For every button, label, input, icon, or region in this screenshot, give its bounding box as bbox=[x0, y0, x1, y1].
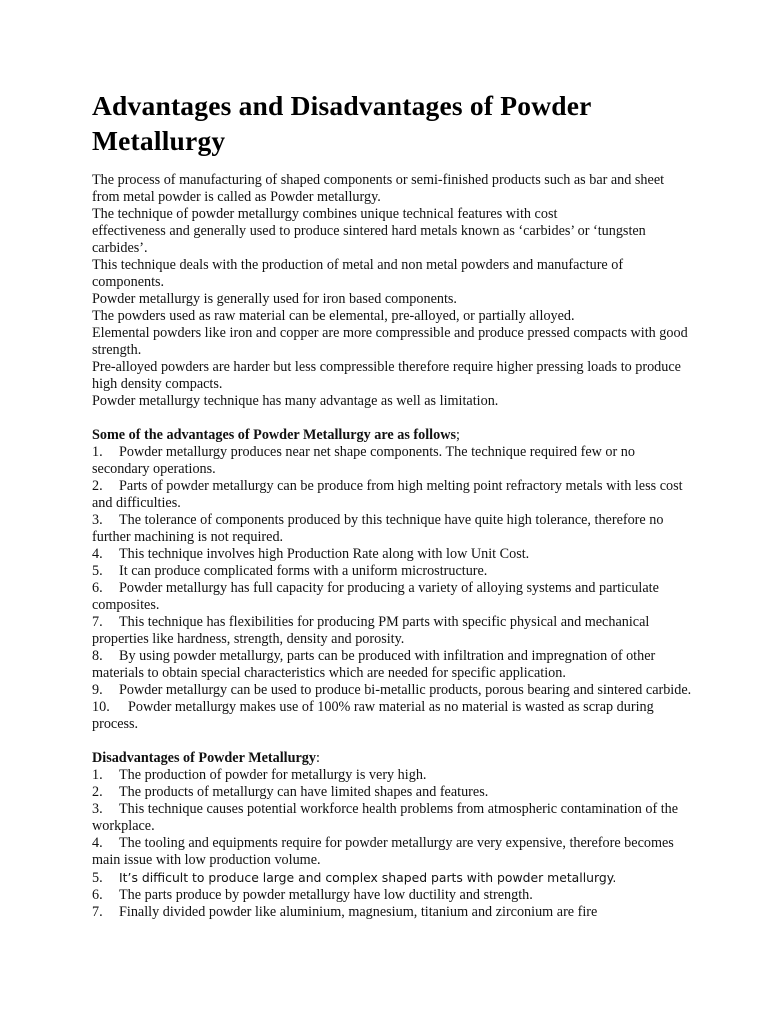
list-number: 3. bbox=[92, 512, 103, 528]
disadvantage-item bbox=[92, 904, 692, 921]
intro-paragraph: The technique of powder metallurgy combines unique technical features with cost bbox=[92, 206, 558, 222]
list-number: 2. bbox=[92, 784, 103, 800]
intro-paragraph: Powder metallurgy is generally used for iron based components. bbox=[92, 291, 457, 307]
list-text: The tolerance of components produced by this technique have quite high tolerance, therefore no further machining is not required. bbox=[92, 512, 664, 545]
list-number: 2. bbox=[92, 478, 103, 494]
list-number: 10. bbox=[92, 699, 110, 715]
list-text: This technique has flexibilities for producing PM parts with specific physical and mechanical properties like hardness, strength, density and porosity. bbox=[92, 614, 650, 647]
list-number: 1. bbox=[92, 444, 103, 460]
intro-paragraph: The powders used as raw material can be elemental, pre-alloyed, or partially alloyed. bbox=[92, 308, 575, 324]
disadvantages-section bbox=[92, 750, 692, 921]
advantage-item bbox=[92, 648, 692, 682]
advantages-section bbox=[92, 427, 692, 733]
list-number: 5. bbox=[92, 870, 103, 886]
list-text: By using powder metallurgy, parts can be produced with infiltration and impregnation of other materials to obtain special characteristics which are needed for specific application. bbox=[92, 648, 656, 681]
disadvantage-item bbox=[92, 767, 692, 784]
page-title: Advantages and Disadvantages of Powder Metallurgy bbox=[92, 90, 592, 156]
intro-paragraph: Pre-alloyed powders are harder but less compressible therefore require higher pressing loads to produce high density compacts. bbox=[92, 359, 681, 392]
disadvantages-heading bbox=[92, 750, 692, 767]
list-text: Parts of powder metallurgy can be produce from high melting point refractory metals with less cost and difficulties. bbox=[92, 478, 683, 511]
list-number: 4. bbox=[92, 835, 103, 851]
list-text: Powder metallurgy can be used to produce bi-metallic products, porous bearing and sintered carbide. bbox=[119, 682, 692, 698]
list-text: Powder metallurgy has full capacity for producing a variety of alloying systems and particulate composites. bbox=[92, 580, 659, 613]
advantage-item bbox=[92, 682, 692, 699]
intro-paragraph-continued: effectiveness and generally used to produce sintered hard metals known as ‘carbides’ or ‘tungsten carbides’. bbox=[92, 223, 646, 256]
list-text: Powder metallurgy makes use of 100% raw material as no material is wasted as scrap during process. bbox=[92, 699, 654, 732]
list-text: It can produce complicated forms with a uniform microstructure. bbox=[119, 563, 488, 579]
list-text: Powder metallurgy produces near net shape components. The technique required few or no secondary operations. bbox=[92, 444, 635, 477]
advantage-item bbox=[92, 546, 692, 563]
advantages-heading bbox=[92, 427, 692, 444]
advantage-item bbox=[92, 580, 692, 614]
list-number: 5. bbox=[92, 563, 103, 579]
list-number: 8. bbox=[92, 648, 103, 664]
advantage-item bbox=[92, 699, 692, 733]
disadvantage-item bbox=[92, 869, 692, 887]
list-text: This technique causes potential workforce health problems from atmospheric contamination of the workplace. bbox=[92, 801, 679, 834]
intro-section bbox=[92, 172, 692, 410]
disadvantages-heading-text: Disadvantages of Powder Metallurgy bbox=[92, 750, 316, 766]
advantages-heading-text: Some of the advantages of Powder Metallurgy are as follows bbox=[92, 427, 456, 443]
intro-paragraph: This technique deals with the production of metal and non metal powders and manufacture of components. bbox=[92, 257, 624, 290]
disadvantage-item bbox=[92, 801, 692, 835]
list-number: 6. bbox=[92, 887, 103, 903]
intro-paragraph: Powder metallurgy technique has many advantage as well as limitation. bbox=[92, 393, 499, 409]
list-number: 6. bbox=[92, 580, 103, 596]
disadvantages-heading-suffix: : bbox=[315, 750, 320, 766]
advantage-item bbox=[92, 478, 692, 512]
intro-paragraph: The process of manufacturing of shaped components or semi-finished products such as bar and sheet from metal powder is called as Powder metallurgy. bbox=[92, 172, 665, 205]
list-text: The production of powder for metallurgy is very high. bbox=[119, 767, 427, 783]
list-number: 3. bbox=[92, 801, 103, 817]
disadvantage-item bbox=[92, 784, 692, 801]
list-text: The parts produce by powder metallurgy have low ductility and strength. bbox=[119, 887, 533, 903]
list-text: The tooling and equipments require for powder metallurgy are very expensive, therefore becomes main issue with low production volume. bbox=[92, 835, 674, 868]
list-number: 7. bbox=[92, 614, 103, 630]
advantages-heading-suffix: ; bbox=[455, 427, 460, 443]
advantage-item bbox=[92, 614, 692, 648]
document-content bbox=[92, 88, 692, 921]
advantage-item bbox=[92, 444, 692, 478]
list-number: 9. bbox=[92, 682, 103, 698]
intro-paragraph: Elemental powders like iron and copper are more compressible and produce pressed compacts with good strength. bbox=[92, 325, 688, 358]
list-text: The products of metallurgy can have limited shapes and features. bbox=[119, 784, 489, 800]
disadvantage-item bbox=[92, 887, 692, 904]
advantage-item bbox=[92, 512, 692, 546]
list-number: 7. bbox=[92, 904, 103, 920]
list-number: 4. bbox=[92, 546, 103, 562]
disadvantage-item bbox=[92, 835, 692, 869]
advantage-item bbox=[92, 563, 692, 580]
list-text: This technique involves high Production Rate along with low Unit Cost. bbox=[119, 546, 530, 562]
list-text: Finally divided powder like aluminium, magnesium, titanium and zirconium are fire bbox=[119, 904, 598, 920]
list-text: It’s difficult to produce large and complex shaped parts with powder metallurgy. bbox=[119, 870, 617, 885]
list-number: 1. bbox=[92, 767, 103, 783]
